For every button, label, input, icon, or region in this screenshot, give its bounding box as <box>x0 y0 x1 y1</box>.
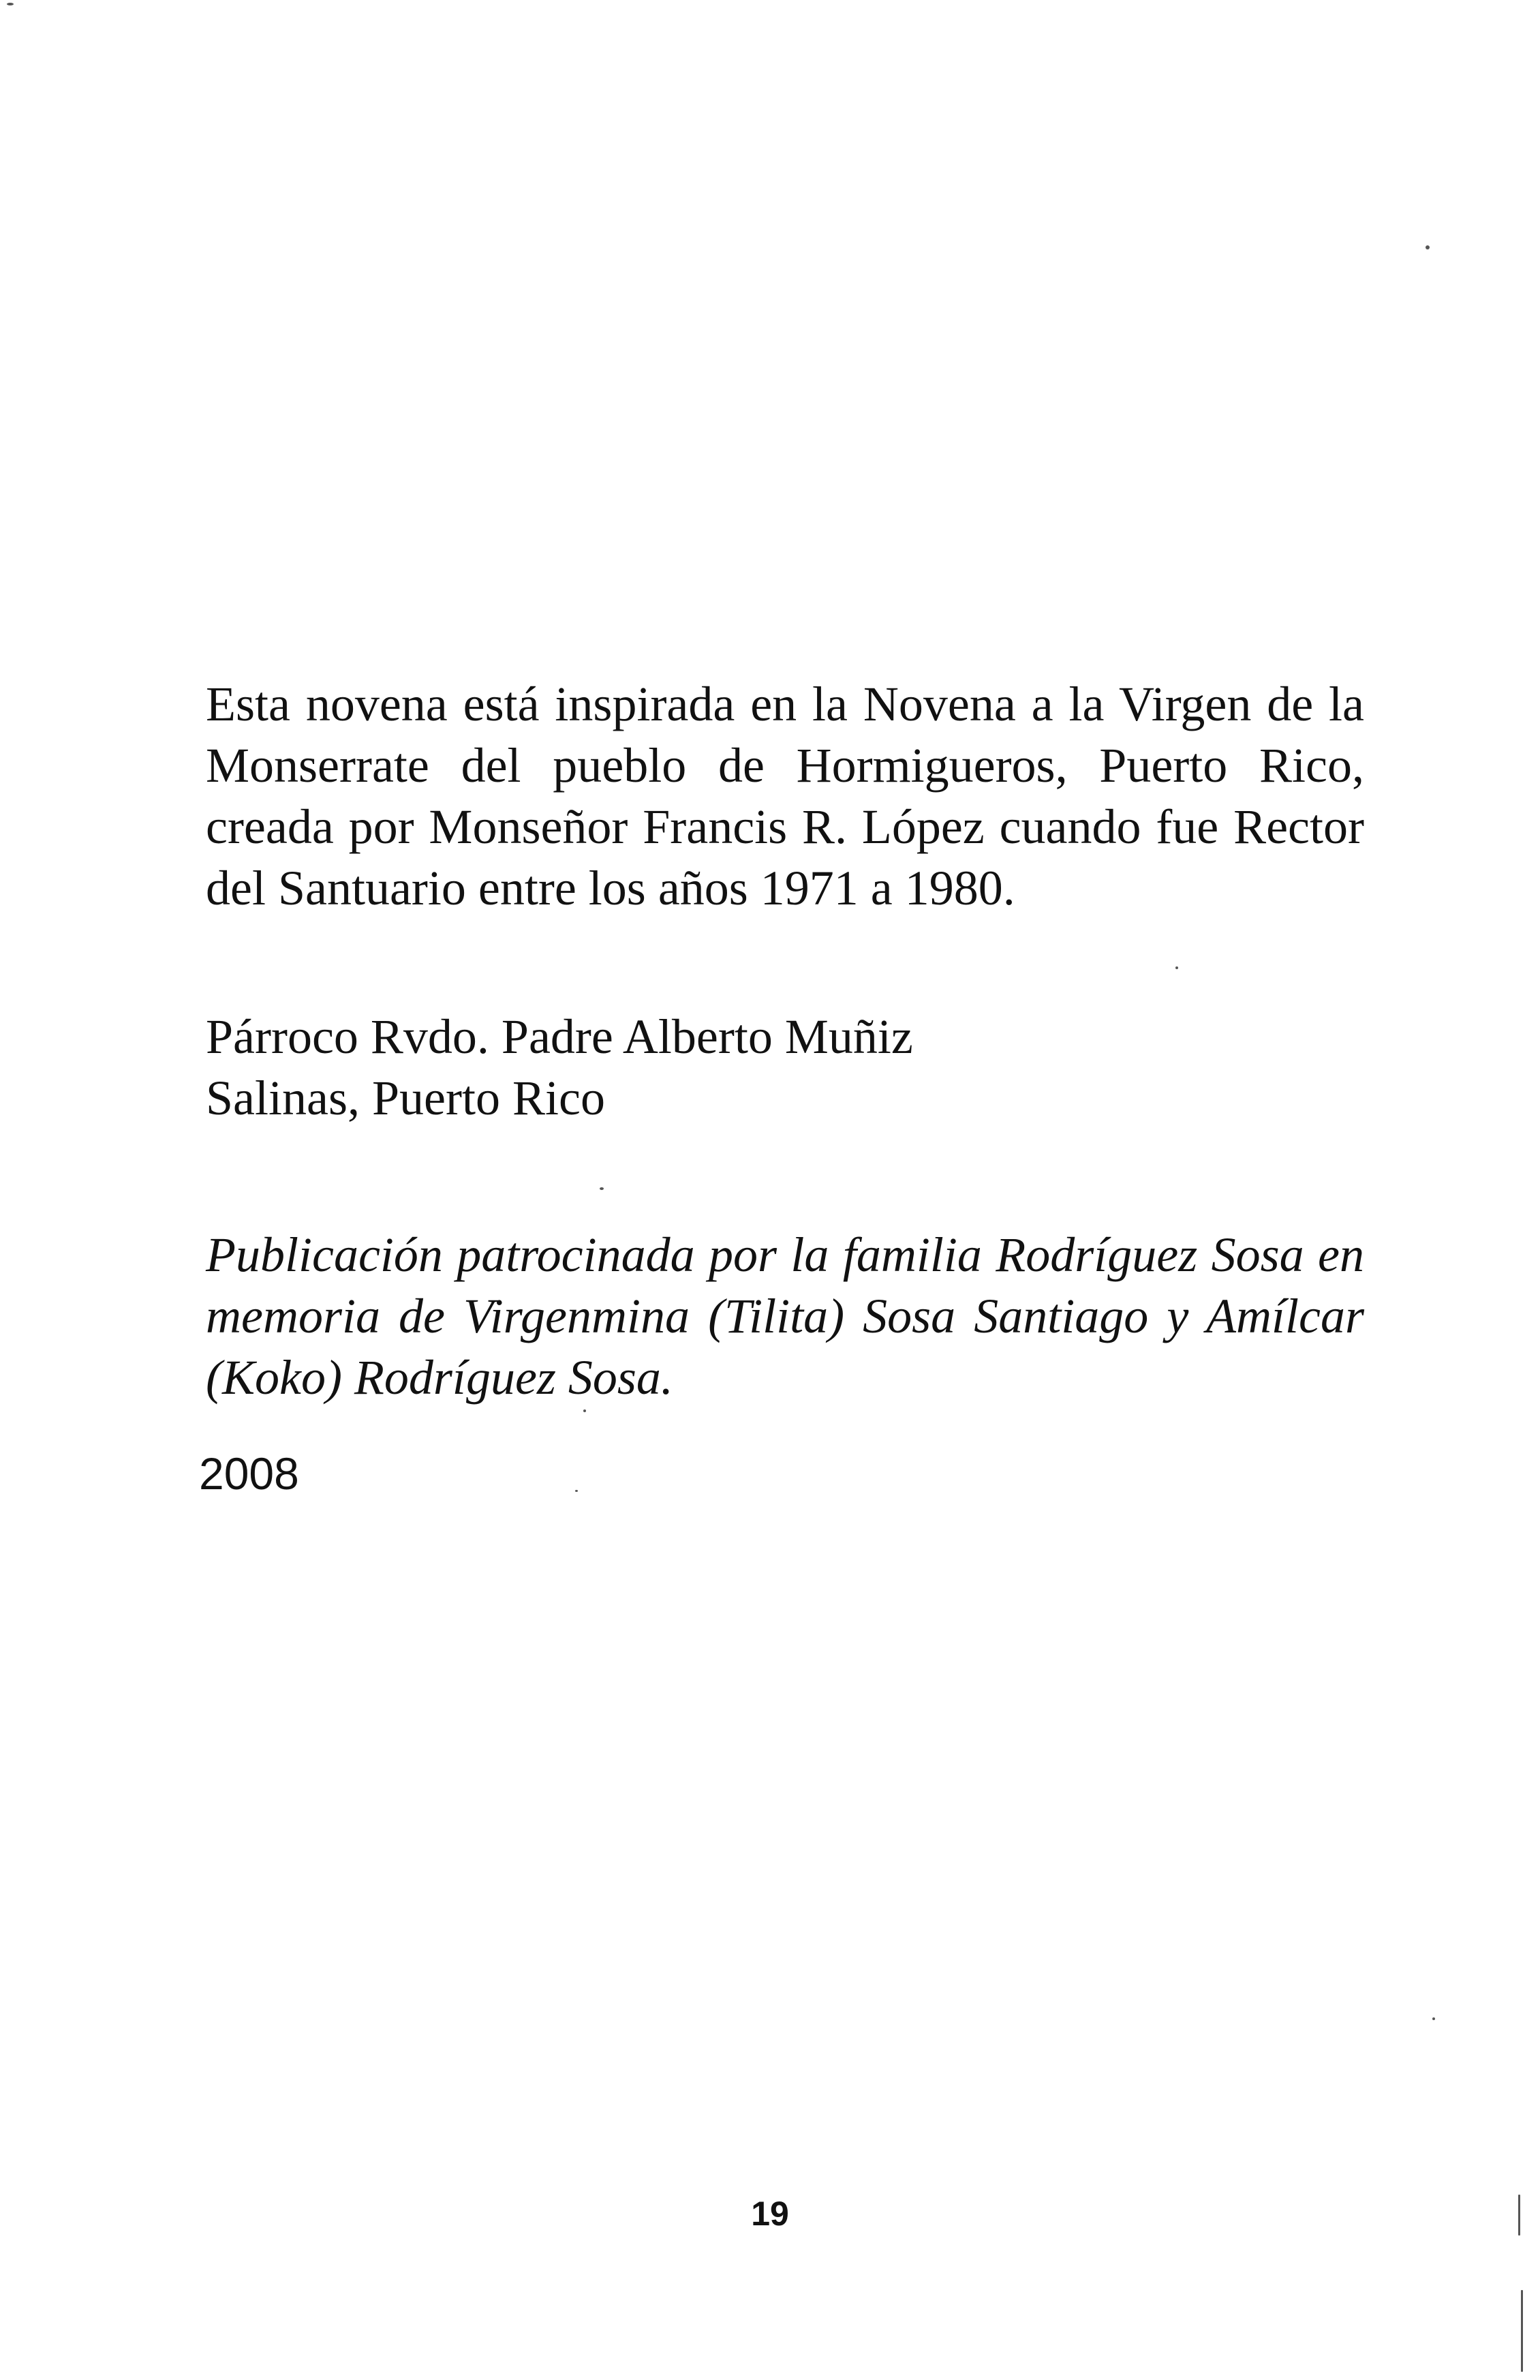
sponsorship-paragraph: Publicación patrocinada por la familia Rodríguez Sosa en memoria de Virgenmina (Tilita) Sosa Santiago y Amílcar (Koko) Rodríguez Sosa. <box>206 1227 1364 1405</box>
signature-name-line: Párroco Rvdo. Padre Alberto Muñiz <box>206 1009 913 1064</box>
scan-speck <box>575 1490 578 1492</box>
intro-paragraph: Esta novena está inspirada en la Novena a la Virgen de la Monserrate del pueblo de Hormigueros, Puerto Rico, creada por Monseñor Francis R. López cuando fue Rector del Santuario entre los años 1971 a 1980. <box>206 677 1364 915</box>
scan-speck <box>1432 2017 1435 2020</box>
scan-speck <box>1175 966 1178 969</box>
scan-speck <box>1426 245 1430 249</box>
signature-place-line: Salinas, Puerto Rico <box>206 1071 605 1125</box>
scan-speck <box>1521 2290 1523 2372</box>
signature-block <box>206 1006 1364 1129</box>
scan-speck <box>583 1409 586 1412</box>
scan-speck <box>1518 2195 1520 2236</box>
publication-year: 2008 <box>199 1448 299 1499</box>
scan-speck <box>600 1187 604 1190</box>
page-number: 19 <box>751 2195 789 2233</box>
scan-speck <box>7 3 14 5</box>
